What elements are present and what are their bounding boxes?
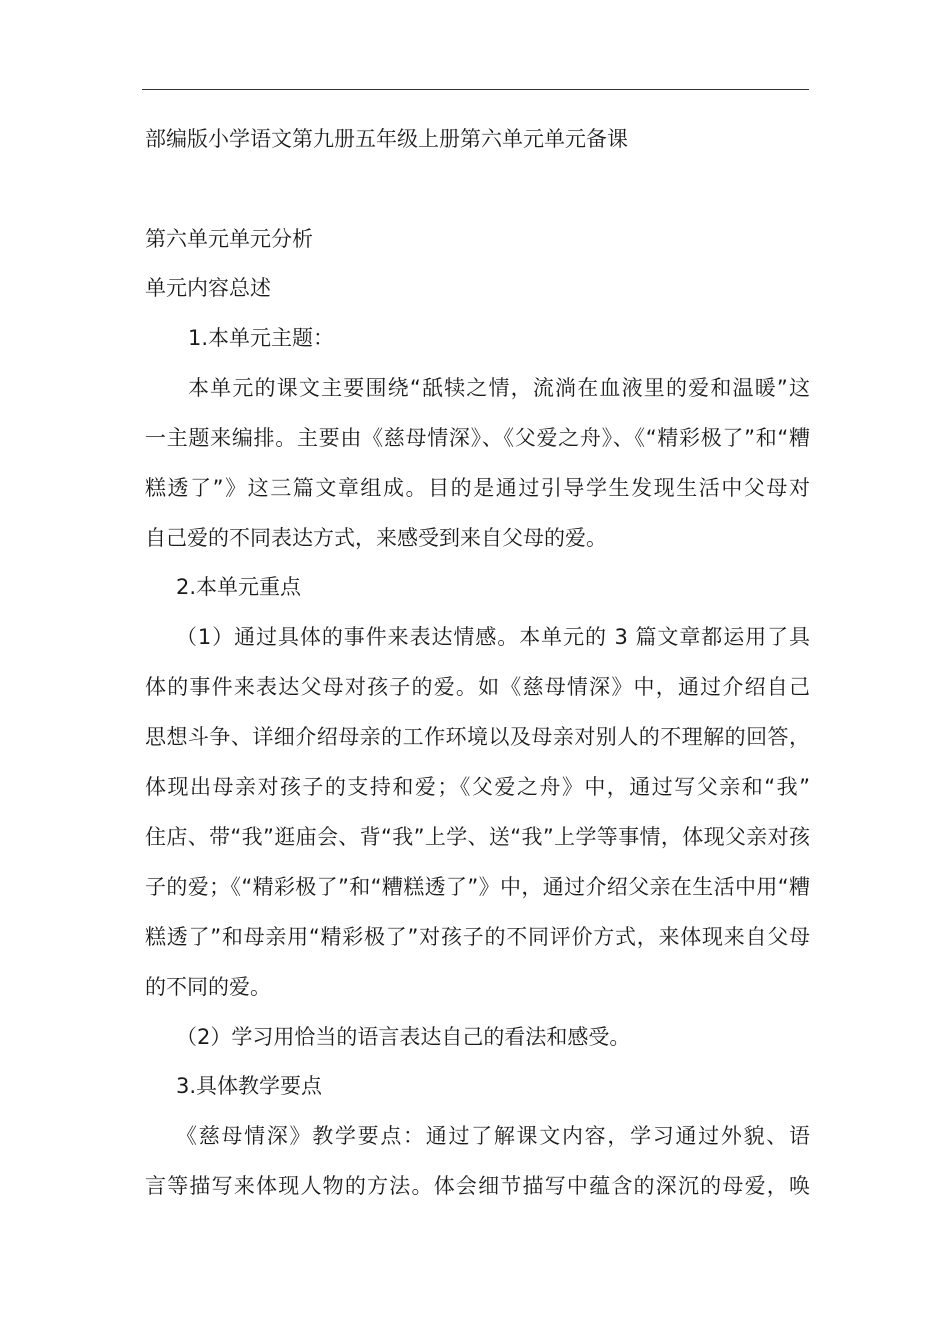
paragraph-line: 一主题来编排。主要由《慈母情深》、《父爱之舟》、《“精彩极了”和“糟 xyxy=(145,426,810,450)
paragraph-line: 自己爱的不同表达方式，来感受到来自父母的爱。 xyxy=(145,526,607,550)
item2-heading: 2.本单元重点 xyxy=(176,575,302,599)
item3-heading: 3.具体教学要点 xyxy=(176,1074,323,1098)
paragraph-line: 子的爱；《“精彩极了”和“糟糕透了”》中，通过介绍父亲在生活中用“糟 xyxy=(145,875,810,899)
item2-point2: （2）学习用恰当的语言表达自己的看法和感受。 xyxy=(176,1025,631,1049)
paragraph-line: 言等描写来体现人物的方法。体会细节描写中蕴含的深沉的母爱，唤 xyxy=(145,1174,810,1198)
paragraph-line: 住店、带“我”逛庙会、背“我”上学、送“我”上学等事情，体现父亲对孩 xyxy=(145,825,810,849)
paragraph-line: 《慈母情深》教学要点：通过了解课文内容，学习通过外貌、语 xyxy=(176,1124,810,1148)
paragraph-line: 糕透了”和母亲用“精彩极了”对孩子的不同评价方式，来体现来自父母 xyxy=(145,925,810,949)
paragraph-line: 糕透了”》这三篇文章组成。目的是通过引导学生发现生活中父母对 xyxy=(145,476,810,500)
paragraph-line: 体的事件来表达父母对孩子的爱。如《慈母情深》中，通过介绍自己 xyxy=(145,675,810,699)
document-title: 部编版小学语文第九册五年级上册第六单元单元备课 xyxy=(145,127,628,151)
paragraph-line: 的不同的爱。 xyxy=(145,975,271,999)
paragraph-line: 体现出母亲对孩子的支持和爱；《父爱之舟》中，通过写父亲和“我” xyxy=(145,775,810,799)
subsection-title: 单元内容总述 xyxy=(145,276,271,300)
section-title: 第六单元单元分析 xyxy=(145,227,313,251)
paragraph-line: 本单元的课文主要围绕“舐犊之情，流淌在血液里的爱和温暖”这 xyxy=(188,376,810,400)
item1-heading: 1.本单元主题： xyxy=(188,326,335,350)
paragraph-line: （1）通过具体的事件来表达情感。本单元的 3 篇文章都运用了具 xyxy=(176,625,810,649)
header-divider xyxy=(142,89,809,90)
paragraph-line: 思想斗争、详细介绍母亲的工作环境以及母亲对别人的不理解的回答， xyxy=(145,725,810,749)
